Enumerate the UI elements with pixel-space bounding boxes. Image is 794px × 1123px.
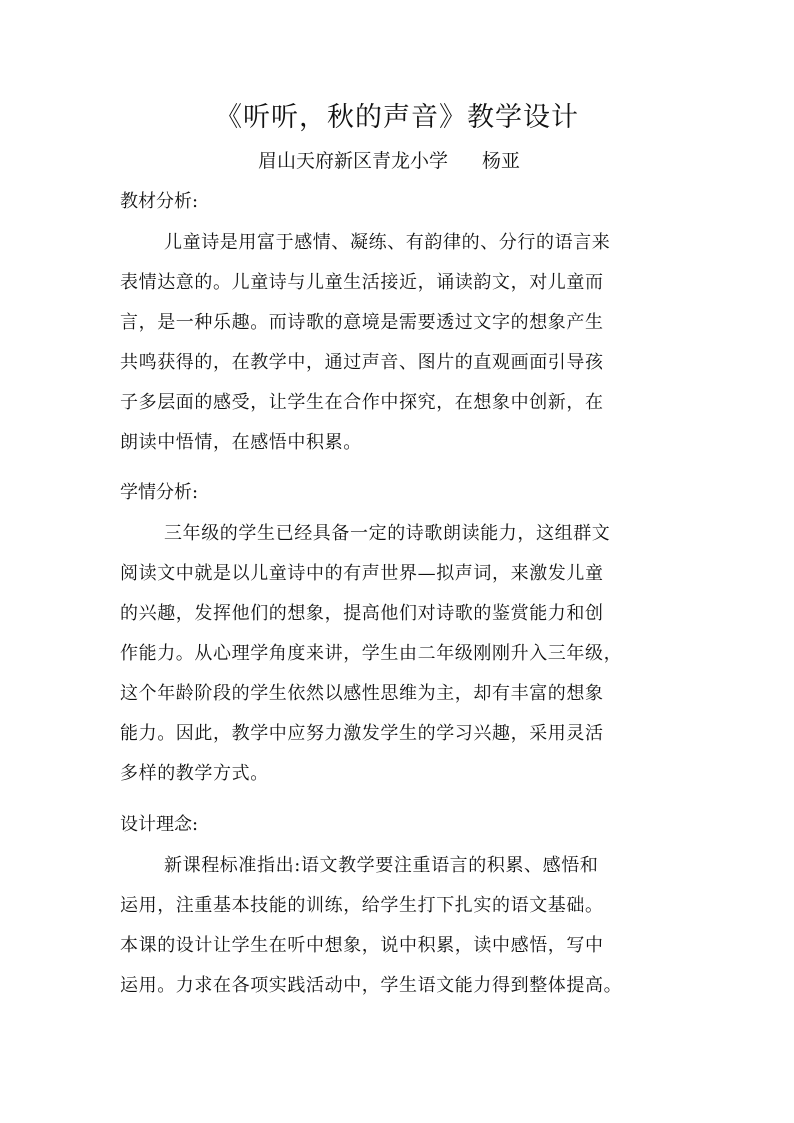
paragraph-line: 言，是一种乐趣。而诗歌的意境是需要透过文字的想象产生 [120,312,604,333]
paragraph-line: 共鸣获得的，在教学中，通过声音、图片的直观画面引导孩 [120,352,604,373]
author-name: 杨亚 [482,150,521,172]
section-paragraph-design-concept [120,846,680,1006]
school-name: 眉山天府新区青龙小学 [258,150,449,172]
paragraph-line: 阅读文中就是以儿童诗中的有声世界—拟声词，来激发儿童 [120,563,604,584]
section-heading-design-concept: 设计理念: [120,814,199,835]
paragraph-line: 三年级的学生已经具备一定的诗歌朗读能力，这组群文 [164,523,611,544]
section-paragraph-textbook-analysis [120,223,680,463]
byline [258,146,520,176]
paragraph-line: 儿童诗是用富于感情、凝练、有韵律的、分行的语言来 [164,232,611,253]
paragraph-line: 新课程标准指出:语文教学要注重语言的积累、感悟和 [164,855,599,876]
section-heading-textbook-analysis: 教材分析: [120,191,199,212]
paragraph-line: 作能力。从心理学角度来讲，学生由二年级刚刚升入三年级， [120,643,623,664]
paragraph-line: 运用。力求在各项实践活动中，学生语文能力得到整体提高。 [120,975,623,996]
paragraph-line: 朗读中悟情，在感悟中积累。 [120,432,362,453]
section-heading-student-analysis: 学情分析: [120,482,199,503]
document-title: 《听听，秋的声音》教学设计 [215,102,579,133]
paragraph-line: 的兴趣，发挥他们的想象，提高他们对诗歌的鉴赏能力和创 [120,603,604,624]
paragraph-line: 这个年龄阶段的学生依然以感性思维为主，却有丰富的想象 [120,683,604,704]
paragraph-line: 运用，注重基本技能的训练，给学生打下扎实的语文基础。 [120,895,604,916]
paragraph-line: 子多层面的感受，让学生在合作中探究，在想象中创新，在 [120,392,604,413]
paragraph-line: 多样的教学方式。 [120,763,269,784]
section-paragraph-student-analysis [120,514,680,794]
paragraph-line: 能力。因此，教学中应努力激发学生的学习兴趣，采用灵活 [120,723,604,744]
paragraph-line: 表情达意的。儿童诗与儿童生活接近，诵读韵文，对儿童而 [120,272,604,293]
paragraph-line: 本课的设计让学生在听中想象，说中积累，读中感悟，写中 [120,935,604,956]
